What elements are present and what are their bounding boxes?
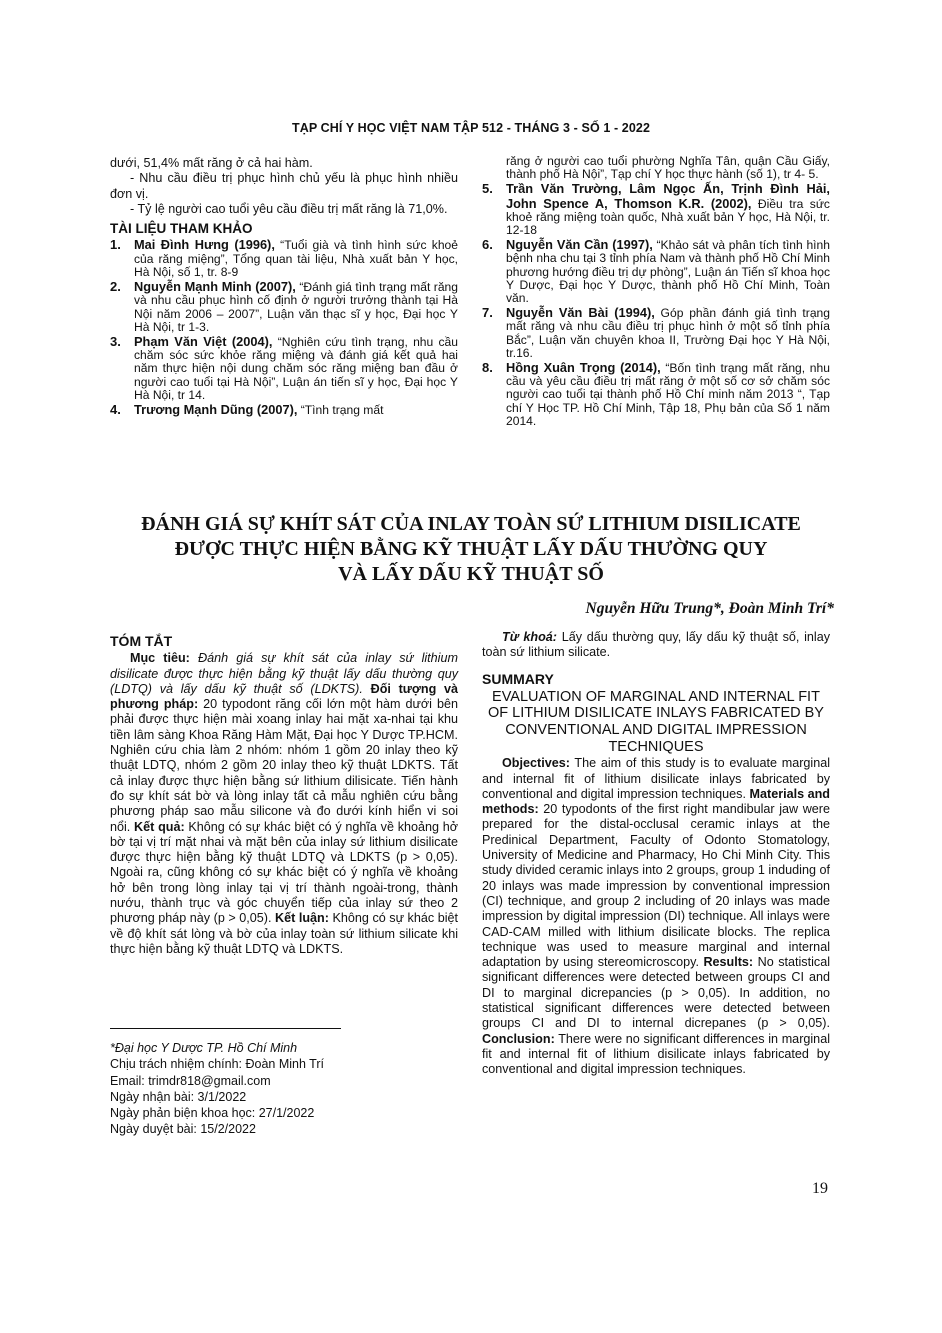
references-list-left [110, 238, 458, 417]
reference-item [482, 182, 830, 237]
continued-text-line: - Tỷ lệ người cao tuổi yêu cầu điều trị mất răng là 71,0%. [130, 201, 448, 216]
reference-item [482, 238, 830, 305]
objectives-text: The aim of this study is to evaluate marginal and internal fit of lithium disilicate inlays fabricated by conventional and digital impression techniques. [482, 756, 830, 801]
reference-number: 4. [110, 401, 121, 417]
reference-number: 2. [110, 279, 121, 295]
reference-author: Mai Đình Hưng (1996), [134, 237, 275, 253]
reference-author: Nguyễn Văn Bài (1994), [506, 305, 655, 321]
page-number: 19 [812, 1180, 828, 1197]
methods-text: 20 typodonts of the first right mandibular jaw were prepared for the distal-occlusal ceramic inlays at the Predinical Department, Faculty of Odonto Stomatology, University of Medicine and Pharmacy, Ho Chi Minh City. This study divided ceramic inlays into 2 groups, group 1 induding of 20 inlays was made impression by conventional impression (CI) technique, and group 2 including of 20 inlays was made impression by digital impression (DI) technique. All inlays were CAD-CAM milled with lithium disilicate blocks. The replica technique was used to measure marginal and internal adaptation by using stereomicroscopy. [482, 802, 830, 970]
keywords-label: Từ khoá: [502, 630, 557, 644]
prev-article-left-column [110, 156, 458, 418]
footnote-divider [110, 1028, 341, 1029]
results-label: Results: [703, 955, 754, 970]
conclusion-text: There were no significant differences in marginal fit and internal fit of lithium disilicate inlays fabricated by conventional and digital impression techniques. [482, 1031, 830, 1077]
footnote-line: Ngày duyệt bài: 15/2/2022 [110, 1122, 256, 1137]
reference-item [482, 306, 830, 360]
objective-text: Đánh giá sự khít sát của inlay sứ lithium disilicate được thực hiện bằng kỹ thuật lấy dấu thường quy (LDTQ) và lấy dấu kỹ thuật số (LDKTS). [110, 651, 458, 696]
title-line: ĐƯỢC THỰC HIỆN BẰNG KỸ THUẬT LẤY DẤU THƯỜNG QUY [174, 538, 768, 560]
article-authors: Nguyễn Hữu Trung*, Đoàn Minh Trí* [585, 600, 834, 617]
footnote-line: Ngày nhận bài: 3/1/2022 [110, 1089, 247, 1104]
objectives-label: Objectives: [502, 756, 570, 771]
reference-author: Hồng Xuân Trọng (2014), [506, 360, 661, 376]
reference-item-continued [482, 155, 830, 181]
reference-item [110, 403, 458, 417]
reference-text: Điều tra sức khoẻ răng miệng toàn quốc, Nhà xuất bản Y học, Hà Nội, tr. 12-18 [506, 196, 830, 238]
reference-text: “Đánh giá tình trạng mất răng và nhu cầu phục hình cố định ở người trưởng thành tại Hà Nội năm 2006 – 2007”, Luận văn thạc sĩ y học, Đại học Y Hà Nội, tr 1-3. [134, 280, 459, 334]
abstract-vi [110, 634, 458, 957]
reference-author: Trương Mạnh Dũng (2007), [134, 401, 298, 417]
reference-author: Nguyễn Văn Cần (1997), [506, 237, 653, 253]
reference-number: 7. [482, 305, 493, 321]
reference-item [110, 280, 458, 334]
summary-body [482, 756, 830, 1077]
abstract-heading: TÓM TẮT [110, 633, 173, 649]
summary-title: EVALUATION OF MARGINAL AND INTERNAL FIT OF LITHIUM DISILICATE INLAYS FABRICATED BY CONVENTIONAL AND DIGITAL IMPRESSION TECHNIQUES [488, 688, 824, 755]
reference-number: 1. [110, 237, 121, 253]
footnote-line: Ngày phản biện khoa học: 27/1/2022 [110, 1106, 315, 1121]
footnote-affiliation: *Đại học Y Dược TP. Hồ Chí Minh [110, 1041, 298, 1055]
reference-number: 3. [110, 333, 121, 349]
objective-label: Mục tiêu: [130, 651, 190, 666]
abstract-body [110, 651, 458, 957]
title-line: ĐÁNH GIÁ SỰ KHÍT SÁT CỦA INLAY TOÀN SỨ LITHIUM DISILICATE [141, 513, 801, 535]
results-text: Không có sự khác biệt có ý nghĩa về khoảng hở bờ tại vị trí mặt nhai và mặt bên của inlay sứ lithium disilicate được thực hiện bằng kỹ thuật LDTQ và LDKTS (p > 0,05). Ngoài ra, cũng không có sự khác biệt có ý nghĩa về khoảng hở bên trong lòng inlay tại vị trí thành ngoài-trong, thành nướu, thành trục và góc chuyển tiếp của inlay sứ theo 2 phương pháp này (p > 0,05). [110, 819, 459, 926]
title-line: VÀ LẤY DẤU KỸ THUẬT SỐ [338, 563, 604, 585]
reference-text: “Bốn tình trạng mất răng, nhu cầu và yêu cầu điều trị mất răng ở một số cơ sở chăm sóc người cao tuổi tại thành phố Hồ Chí minh năm 2013 “, Tạp chí Y Học TP. Hồ Chí Minh, Tập 18, Phụ bản của Số 1 năm 2014. [506, 361, 830, 428]
results-label: Kết quả: [134, 819, 185, 834]
reference-text: “Nghiên cứu tình trạng, nhu cầu chăm sóc sức khỏe răng miệng và đánh giá kết quả hai năm thực hiện nội dung chăm sóc răng miệng ban đầu ở người cao tuổi tại Hà Nội”, Luận án tiến sĩ y học, Đại học Y Hà Nội, tr 14. [134, 334, 458, 402]
reference-number: 8. [482, 360, 493, 376]
methods-text: 20 typodont răng cối lớn một hàm dưới bên phải được thực hiện mài xoang inlay hai mặt xa-nhai tại khu tiền lâm sàng Khoa Răng Hàm Mặt, Đại học Y Dược TP.HCM. Nghiên cứu chia làm 2 nhóm: nhóm 1 gồm 20 inlay theo kỹ thuật LDTQ, nhóm 2 gồm 20 inlay theo kỹ thuật LDKTS. Tất cả inlay được thực hiện bằng sứ lithium dilisicate. Tiến hành đo sự khít sát bờ và lòng inlay tất cả mẫu nghiên cứu bằng phương pháp sao mẫu silicone và đo dưới kính hiển vi soi nổi. [110, 697, 458, 834]
conclusion-text: Không có sự khác biệt về độ khít sát lòng và bờ của inlay toàn sứ lithium silicate khi thực hiện bằng kỹ thuật LDTQ và LDKTS. [110, 911, 459, 956]
prev-article-right-column [482, 155, 830, 429]
reference-author: Trần Văn Trường, Lâm Ngọc Ấn, Trịnh Đình Hải, John Spence A, Thomson K.R. (2002), [506, 181, 830, 211]
article-title [60, 512, 882, 587]
results-text: No statistical significant differences were detected between groups CI and DI to marginal dicrepancies (p > 0,05). In addition, no statistical significant differences were detected between groups CI and DI to internal dicrepanes (p > 0,05). [482, 955, 830, 1031]
conclusion-label: Conclusion: [482, 1031, 555, 1046]
reference-text: Góp phần đánh giá tình trạng mất răng và nhu cầu điều trị phục hình ở một số tỉnh phía Bắc”, Luận văn chuyên khoa II, Trường Đại học Y Hà Nội, tr.16. [506, 306, 830, 360]
reference-author: Phạm Văn Việt (2004), [134, 333, 273, 349]
reference-text: “Khảo sát và phân tích tình hình bệnh nha chu tại 3 tỉnh phía Nam và thành phố Hồ Chí Minh phương hướng điều trị dự phòng”, Luận án Tiến sĩ khoa học Y Dược, Đại học Y Dược, thành phố Hồ Chí Minh, Toàn văn. [506, 238, 830, 306]
reference-text: răng ở người cao tuổi phường Nghĩa Tân, quận Cầu Giấy, thành phố Hà Nội”, Tạp chí Y học thực hành (số 1), tr 4- 5. [506, 154, 830, 182]
summary-heading: SUMMARY [482, 670, 554, 687]
reference-number: 5. [482, 181, 493, 197]
methods-label: Đối tượng và phương pháp: [110, 681, 458, 712]
reference-item [482, 361, 830, 428]
summary-column [482, 630, 830, 1078]
keywords-text: Lấy dấu thường quy, lấy dấu kỹ thuật số, inlay toàn sứ lithium silicate. [482, 630, 830, 660]
reference-text: “Tình trạng mất [297, 402, 384, 417]
reference-item [110, 335, 458, 402]
references-heading: TÀI LIỆU THAM KHẢO [110, 221, 253, 237]
continued-text-line: dưới, 51,4% mất răng ở cả hai hàm. [110, 156, 313, 170]
keywords [482, 630, 830, 661]
methods-label: Materials and methods: [482, 786, 830, 817]
continued-text-line: - Nhu cầu điều trị phục hình chủ yếu là phục hình nhiều đơn vị. [110, 171, 458, 201]
footnote [110, 1040, 440, 1138]
running-head: TẠP CHÍ Y HỌC VIỆT NAM TẬP 512 - THÁNG 3 - SỐ 1 - 2022 [291, 121, 651, 135]
reference-text: “Tuổi già và tình hình sức khoẻ của răng miệng”, Tổng quan tài liệu, Nhà xuất bản Y học, Hà Nội, số 1, tr. 8-9 [134, 238, 458, 279]
reference-item [110, 238, 458, 279]
conclusion-label: Kết luận: [275, 911, 329, 926]
references-list-right [482, 155, 830, 428]
reference-author: Nguyễn Mạnh Minh (2007), [134, 279, 296, 295]
footnote-email: Email: trimdr818@gmail.com [110, 1073, 271, 1088]
reference-number: 6. [482, 237, 493, 253]
footnote-line: Chịu trách nhiệm chính: Đoàn Minh Trí [110, 1057, 324, 1072]
